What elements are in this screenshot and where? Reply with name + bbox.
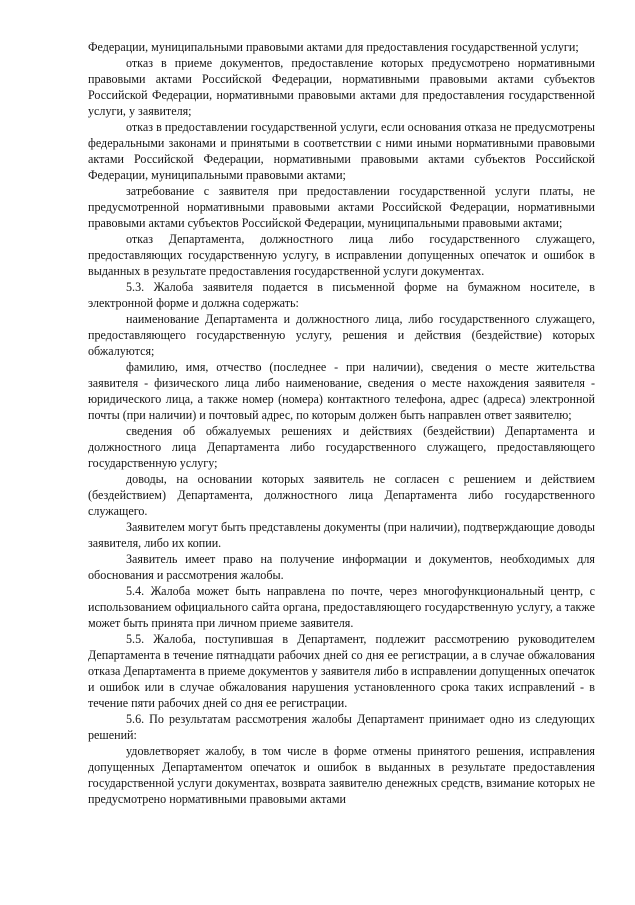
paragraph-5-4: 5.4. Жалоба может быть направлена по почте, через многофункциональный центр, с использованием официального сайта органа, предоставляющего государственную услугу, а также может быть принята при личном приеме заявителя.	[88, 584, 595, 630]
paragraph-right-to-information: Заявитель имеет право на получение информации и документов, необходимых для обоснования и рассмотрения жалобы.	[88, 552, 595, 582]
paragraph-arguments: доводы, на основании которых заявитель не согласен с решением и действием (бездействием) Департамента, должностного лица Департамента либо государственного служащего.	[88, 472, 595, 518]
paragraph-refusal-corrections: отказ Департамента, должностного лица либо государственного служащего, предоставляющих государственную услугу, в исправлении допущенных опечаток и ошибок в выданных в результате предоставления государственной услуги документах.	[88, 232, 595, 278]
paragraph-applicant-details: фамилию, имя, отчество (последнее - при наличии), сведения о месте жительства заявителя - физического лица либо наименование, сведения о месте нахождения заявителя - юридического лица, а также номер (номера) контактного телефона, адрес (адреса) электронной почты (при наличии) и почтовый адрес, по которым должен быть направлен ответ заявителю;	[88, 360, 595, 422]
paragraph-supporting-documents: Заявителем могут быть представлены документы (при наличии), подтверждающие доводы заявителя, либо их копии.	[88, 520, 595, 550]
paragraph-5-6: 5.6. По результатам рассмотрения жалобы Департамент принимает одно из следующих решений:	[88, 712, 595, 742]
paragraph-fee-demand: затребование с заявителя при предоставлении государственной услуги платы, не предусмотренной нормативными правовыми актами Российской Федерации, нормативными правовыми актами субъектов Российской Федерации, муниципальными правовыми актами;	[88, 184, 595, 230]
paragraph-continuation: Федерации, муниципальными правовыми актами для предоставления государственной услуги;	[88, 40, 579, 54]
paragraph-refusal-documents: отказ в приеме документов, предоставление которых предусмотрено нормативными правовыми актами Российской Федерации, нормативными правовыми актами субъектов Российской Федерации, нормативными правовыми актами для предоставления государственной услуги, у заявителя;	[88, 56, 595, 118]
paragraph-appealed-decisions: сведения об обжалуемых решениях и действиях (бездействии) Департамента и должностного лица Департамента либо государственного служащего, предоставляющего государственную услугу;	[88, 424, 595, 470]
paragraph-5-5: 5.5. Жалоба, поступившая в Департамент, подлежит рассмотрению руководителем Департамента в течение пятнадцати рабочих дней со дня ее регистрации, а в случае обжалования отказа Департамента в приеме документов у заявителя либо в исправлении допущенных опечаток и ошибок или в случае обжалования нарушения установленного срока таких исправлений - в течение пяти рабочих дней со дня ее регистрации.	[88, 632, 595, 710]
paragraph-satisfies-complaint: удовлетворяет жалобу, в том числе в форме отмены принятого решения, исправления допущенных Департаментом опечаток и ошибок в выданных в результате предоставления государственной услуги документах, возврата заявителю денежных средств, взимание которых не предусмотрено нормативными правовыми актами	[88, 744, 595, 806]
paragraph-department-name: наименование Департамента и должностного лица, либо государственного служащего, предоставляющего государственную услугу, решения и действия (бездействие) которых обжалуются;	[88, 312, 595, 358]
paragraph-5-3: 5.3. Жалоба заявителя подается в письменной форме на бумажном носителе, в электронной форме и должна содержать:	[88, 280, 595, 310]
paragraph-refusal-service: отказ в предоставлении государственной услуги, если основания отказа не предусмотрены федеральными законами и принятыми в соответствии с ними иными нормативными правовыми актами Российской Федерации, нормативными правовыми актами субъектов Российской Федерации, муниципальными правовыми актами;	[88, 120, 595, 182]
